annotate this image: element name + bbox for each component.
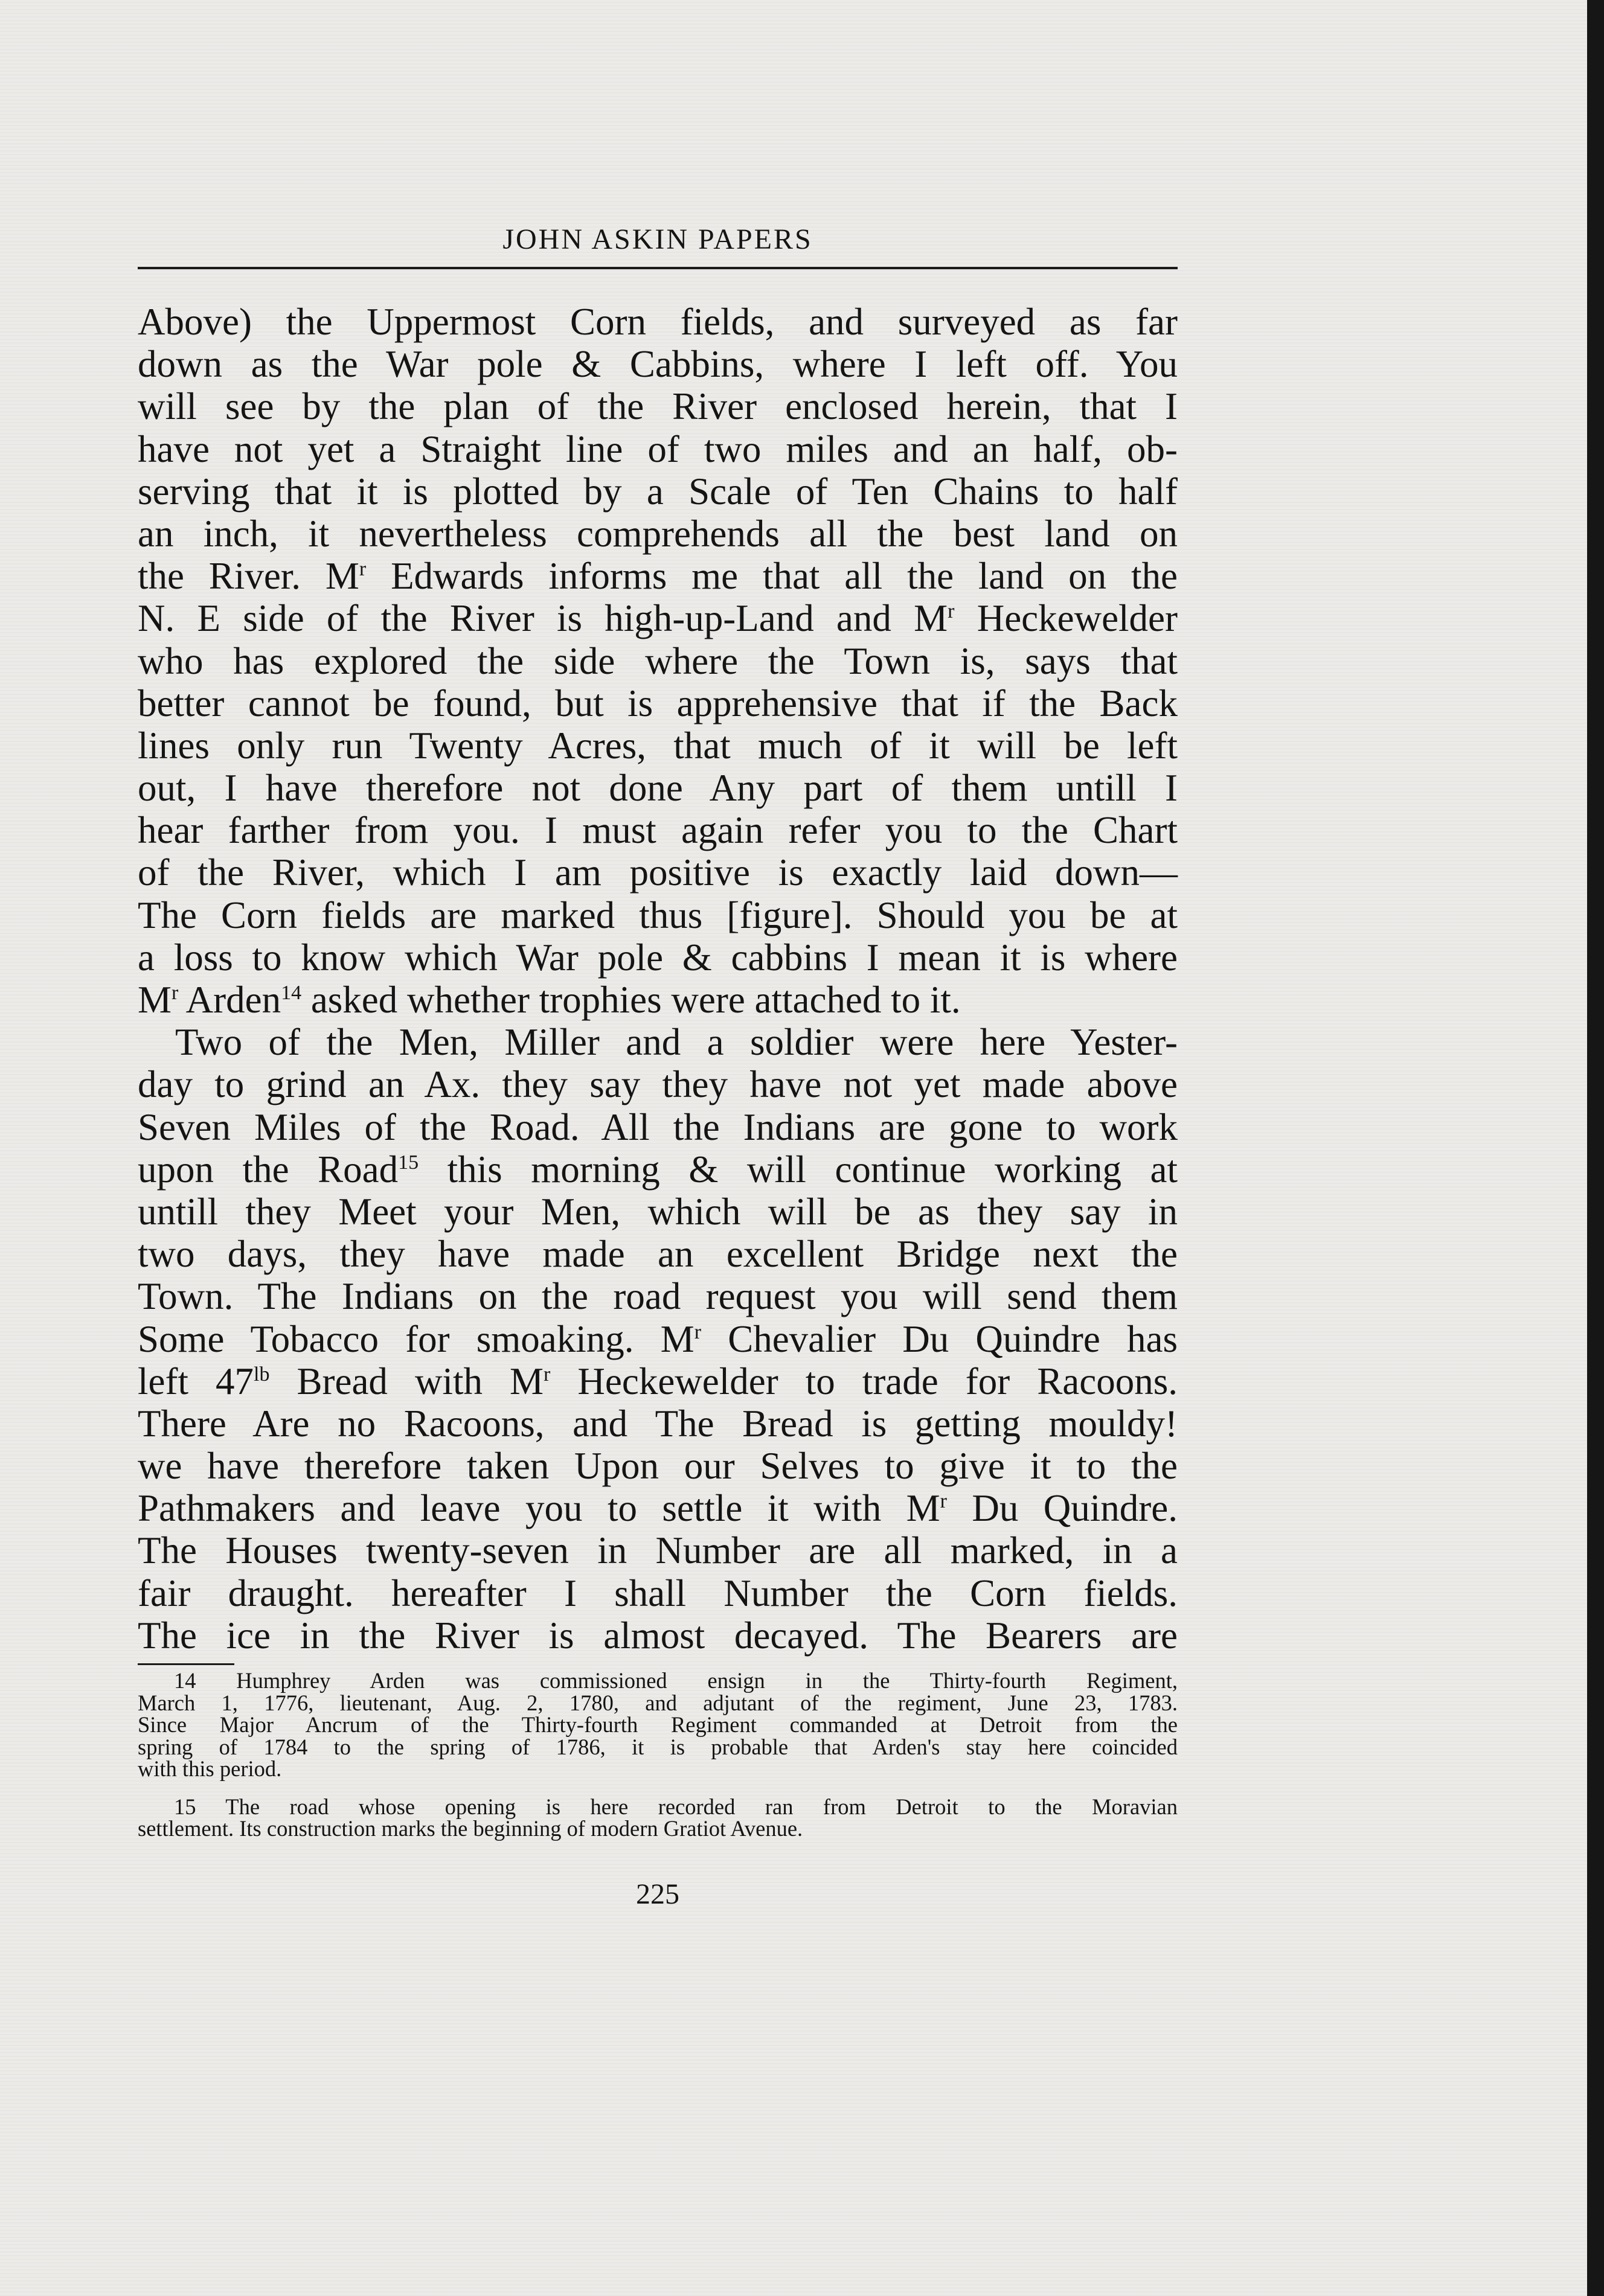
body-line: a loss to know which War pole & cabbins I mean it is where (138, 936, 1178, 979)
body-line: $M^r$ Arden$^{14}$ asked whether trophies were attached to it. (138, 979, 961, 1021)
body-line: day to grind an Ax. they say they have not yet made above (138, 1063, 1178, 1106)
running-header: JOHN ASKIN PAPERS (502, 223, 813, 255)
body-line: down as the War pole & Cabbins, where I left off. You (138, 343, 1178, 386)
body-line: Above) the Uppermost Corn fields, and surveyed as far (138, 301, 1178, 343)
footnote-line: 14 Humphrey Arden was commissioned ensign in the Thirty-fourth Regiment, (174, 1668, 1178, 1693)
body-line: Pathmakers and leave you to settle it with $M^r$ Du Quindre. (138, 1487, 1178, 1530)
body-line: we have therefore taken Upon our Selves to give it to the (138, 1445, 1178, 1488)
footnote-line: 15 The road whose opening is here recorded ran from Detroit to the Moravian (174, 1794, 1178, 1819)
body-line: The ice in the River is almost decayed. The Bearers are (138, 1614, 1178, 1657)
body-line: hear farther from you. I must again refer you to the Chart (138, 809, 1178, 852)
body-line: The Corn fields are marked thus [figure]. Should you be at (138, 894, 1178, 936)
body-line: fair draught. hereafter I shall Number the Corn fields. (138, 1572, 1178, 1614)
body-text (138, 301, 1178, 1657)
body-line: lines only run Twenty Acres, that much of it will be left (138, 724, 1178, 767)
body-line: of the River, which I am positive is exactly laid down— (138, 851, 1178, 894)
body-line: Seven Miles of the Road. All the Indians are gone to work (138, 1105, 1178, 1148)
body-line: will see by the plan of the River enclosed herein, that I (138, 385, 1178, 428)
body-line: serving that it is plotted by a Scale of Ten Chains to half (138, 470, 1178, 513)
footnote-line: March 1, 1776, lieutenant, Aug. 2, 1780, and adjutant of the regiment, June 23, 1783. (138, 1690, 1178, 1715)
body-line: Town. The Indians on the road request you will send them (138, 1275, 1178, 1318)
body-line: have not yet a Straight line of two miles and an half, ob- (138, 427, 1178, 470)
body-line: the River. $M^r$ Edwards informs me that all the land on the (138, 555, 1178, 598)
body-line: two days, they have made an excellent Bridge next the (138, 1233, 1178, 1276)
body-line: left $47^{lb}$ Bread with $M^r$ Heckewelder to trade for Racoons. (138, 1360, 1178, 1402)
body-line: better cannot be found, but is apprehensive that if the Back (138, 682, 1178, 724)
body-line: N. E side of the River is high-up-Land and $M^r$ Heckewelder (138, 597, 1178, 640)
footnotes (138, 1670, 1178, 1840)
scan-edge (1587, 0, 1604, 2296)
header-rule (138, 267, 1178, 269)
body-line: Some Tobacco for smoaking. $M^r$ Chevalier Du Quindre has (138, 1317, 1178, 1360)
footnote-line: spring of 1784 to the spring of 1786, it is probable that Arden's stay here coincided (138, 1734, 1178, 1759)
body-line: an inch, it nevertheless comprehends all the best land on (138, 512, 1178, 555)
body-line: who has explored the side where the Town is, says that (138, 639, 1178, 682)
footnote-rule (138, 1663, 234, 1665)
footnote-line: Since Major Ancrum of the Thirty-fourth Regiment commanded at Detroit from the (138, 1712, 1178, 1737)
body-line: Two of the Men, Miller and a soldier were here Yester- (175, 1021, 1178, 1064)
footnote-line: with this period. (138, 1756, 282, 1781)
page-number: 225 (636, 1878, 679, 1910)
body-line: out, I have therefore not done Any part of them untill I (138, 767, 1178, 810)
body-line: untill they Meet your Men, which will be as they say in (138, 1190, 1178, 1233)
body-line: The Houses twenty-seven in Number are all marked, in a (138, 1529, 1178, 1572)
body-line: There Are no Racoons, and The Bread is getting mouldy! (138, 1402, 1178, 1445)
footnote-line: settlement. Its construction marks the beginning of modern Gratiot Avenue. (138, 1816, 803, 1841)
body-line: upon the Road$^{15}$ this morning & will continue working at (138, 1148, 1178, 1191)
